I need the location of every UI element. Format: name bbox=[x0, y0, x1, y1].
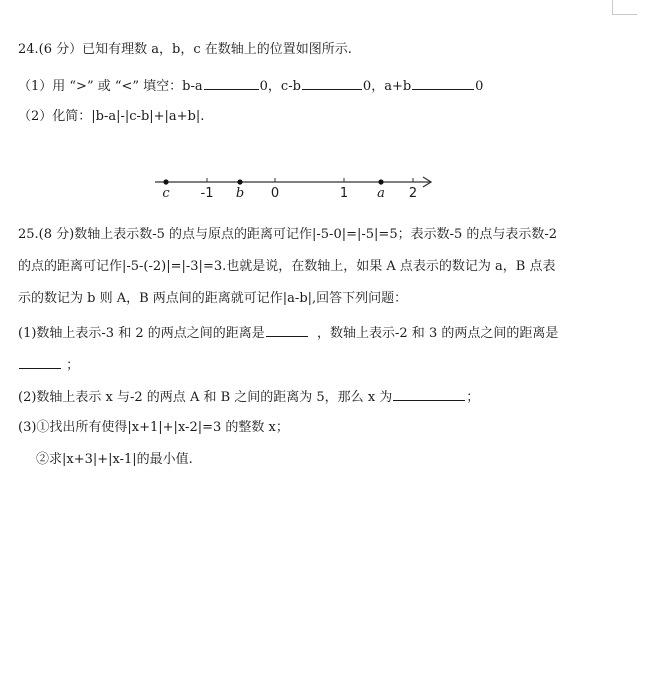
answer-blank-c-minus-b[interactable] bbox=[302, 76, 362, 90]
page-corner-mark bbox=[612, 0, 637, 15]
q24-part1-prefix: （1）用 “>” 或 “<” 填空：b-a bbox=[18, 79, 203, 94]
tick-label-1: 1 bbox=[339, 186, 349, 201]
q25-part2 bbox=[18, 387, 479, 407]
q24-part2: （2）化简：|b-a|-|c-b|+|a+b|. bbox=[18, 109, 205, 124]
answer-blank-b-minus-a[interactable] bbox=[204, 76, 259, 90]
q24-part1-mid1: 0，c-b bbox=[259, 79, 301, 94]
q25-part1-a: (1)数轴上表示-3 和 2 的两点之间的距离是 bbox=[18, 326, 265, 341]
number-line-figure bbox=[150, 168, 440, 204]
point-c bbox=[163, 179, 168, 184]
point-label-a: a bbox=[377, 186, 385, 201]
q25-part1-b: ，数轴上表示-2 和 3 的两点之间的距离是 bbox=[317, 326, 559, 341]
q25-part2-b: ； bbox=[466, 390, 480, 405]
answer-blank-x-value[interactable] bbox=[393, 387, 465, 401]
q24-title: 24.(6 分）已知有理数 a，b，c 在数轴上的位置如图所示. bbox=[18, 42, 352, 57]
q25-part3b: ②求|x+3|+|x-1|的最小值. bbox=[36, 452, 193, 467]
tick-label-2: 2 bbox=[408, 186, 418, 201]
answer-blank-distance-1[interactable] bbox=[266, 323, 308, 337]
q25-line3: 示的数记为 b 则 A，B 两点间的距离就可记作|a-b|,回答下列问题： bbox=[18, 291, 408, 306]
answer-blank-distance-2[interactable] bbox=[19, 355, 61, 369]
q25-part1 bbox=[18, 323, 558, 343]
q25-line2: 的点的距离可记作|-5-(-2)|=|-3|=3.也就是说，在数轴上，如果 A 点表示的数记为 a，B 点表 bbox=[18, 259, 556, 274]
tick-label-neg1: -1 bbox=[200, 186, 214, 201]
q25-line1: 25.(8 分)数轴上表示数-5 的点与原点的距离可记作|-5-0|=|-5|=5；表示数-5 的点与表示数-2 bbox=[18, 227, 558, 242]
point-label-c: c bbox=[162, 186, 170, 201]
point-a bbox=[378, 179, 383, 184]
point-b bbox=[237, 179, 242, 184]
q25-part2-a: (2)数轴上表示 x 与-2 的两点 A 和 B 之间的距离为 5，那么 x 为 bbox=[18, 390, 393, 405]
q25-part1-cont bbox=[18, 355, 79, 375]
answer-blank-a-plus-b[interactable] bbox=[412, 76, 474, 90]
q24-part1-end: 0 bbox=[475, 79, 484, 94]
q24-part1-mid2: 0，a+b bbox=[362, 79, 412, 94]
tick-label-0: 0 bbox=[270, 186, 280, 201]
q25-part3: (3)①找出所有使得|x+1|+|x-2|=3 的整数 x； bbox=[18, 420, 289, 435]
q25-part1-c: ； bbox=[66, 358, 80, 373]
point-label-b: b bbox=[235, 186, 245, 201]
q24-part1 bbox=[18, 76, 483, 96]
